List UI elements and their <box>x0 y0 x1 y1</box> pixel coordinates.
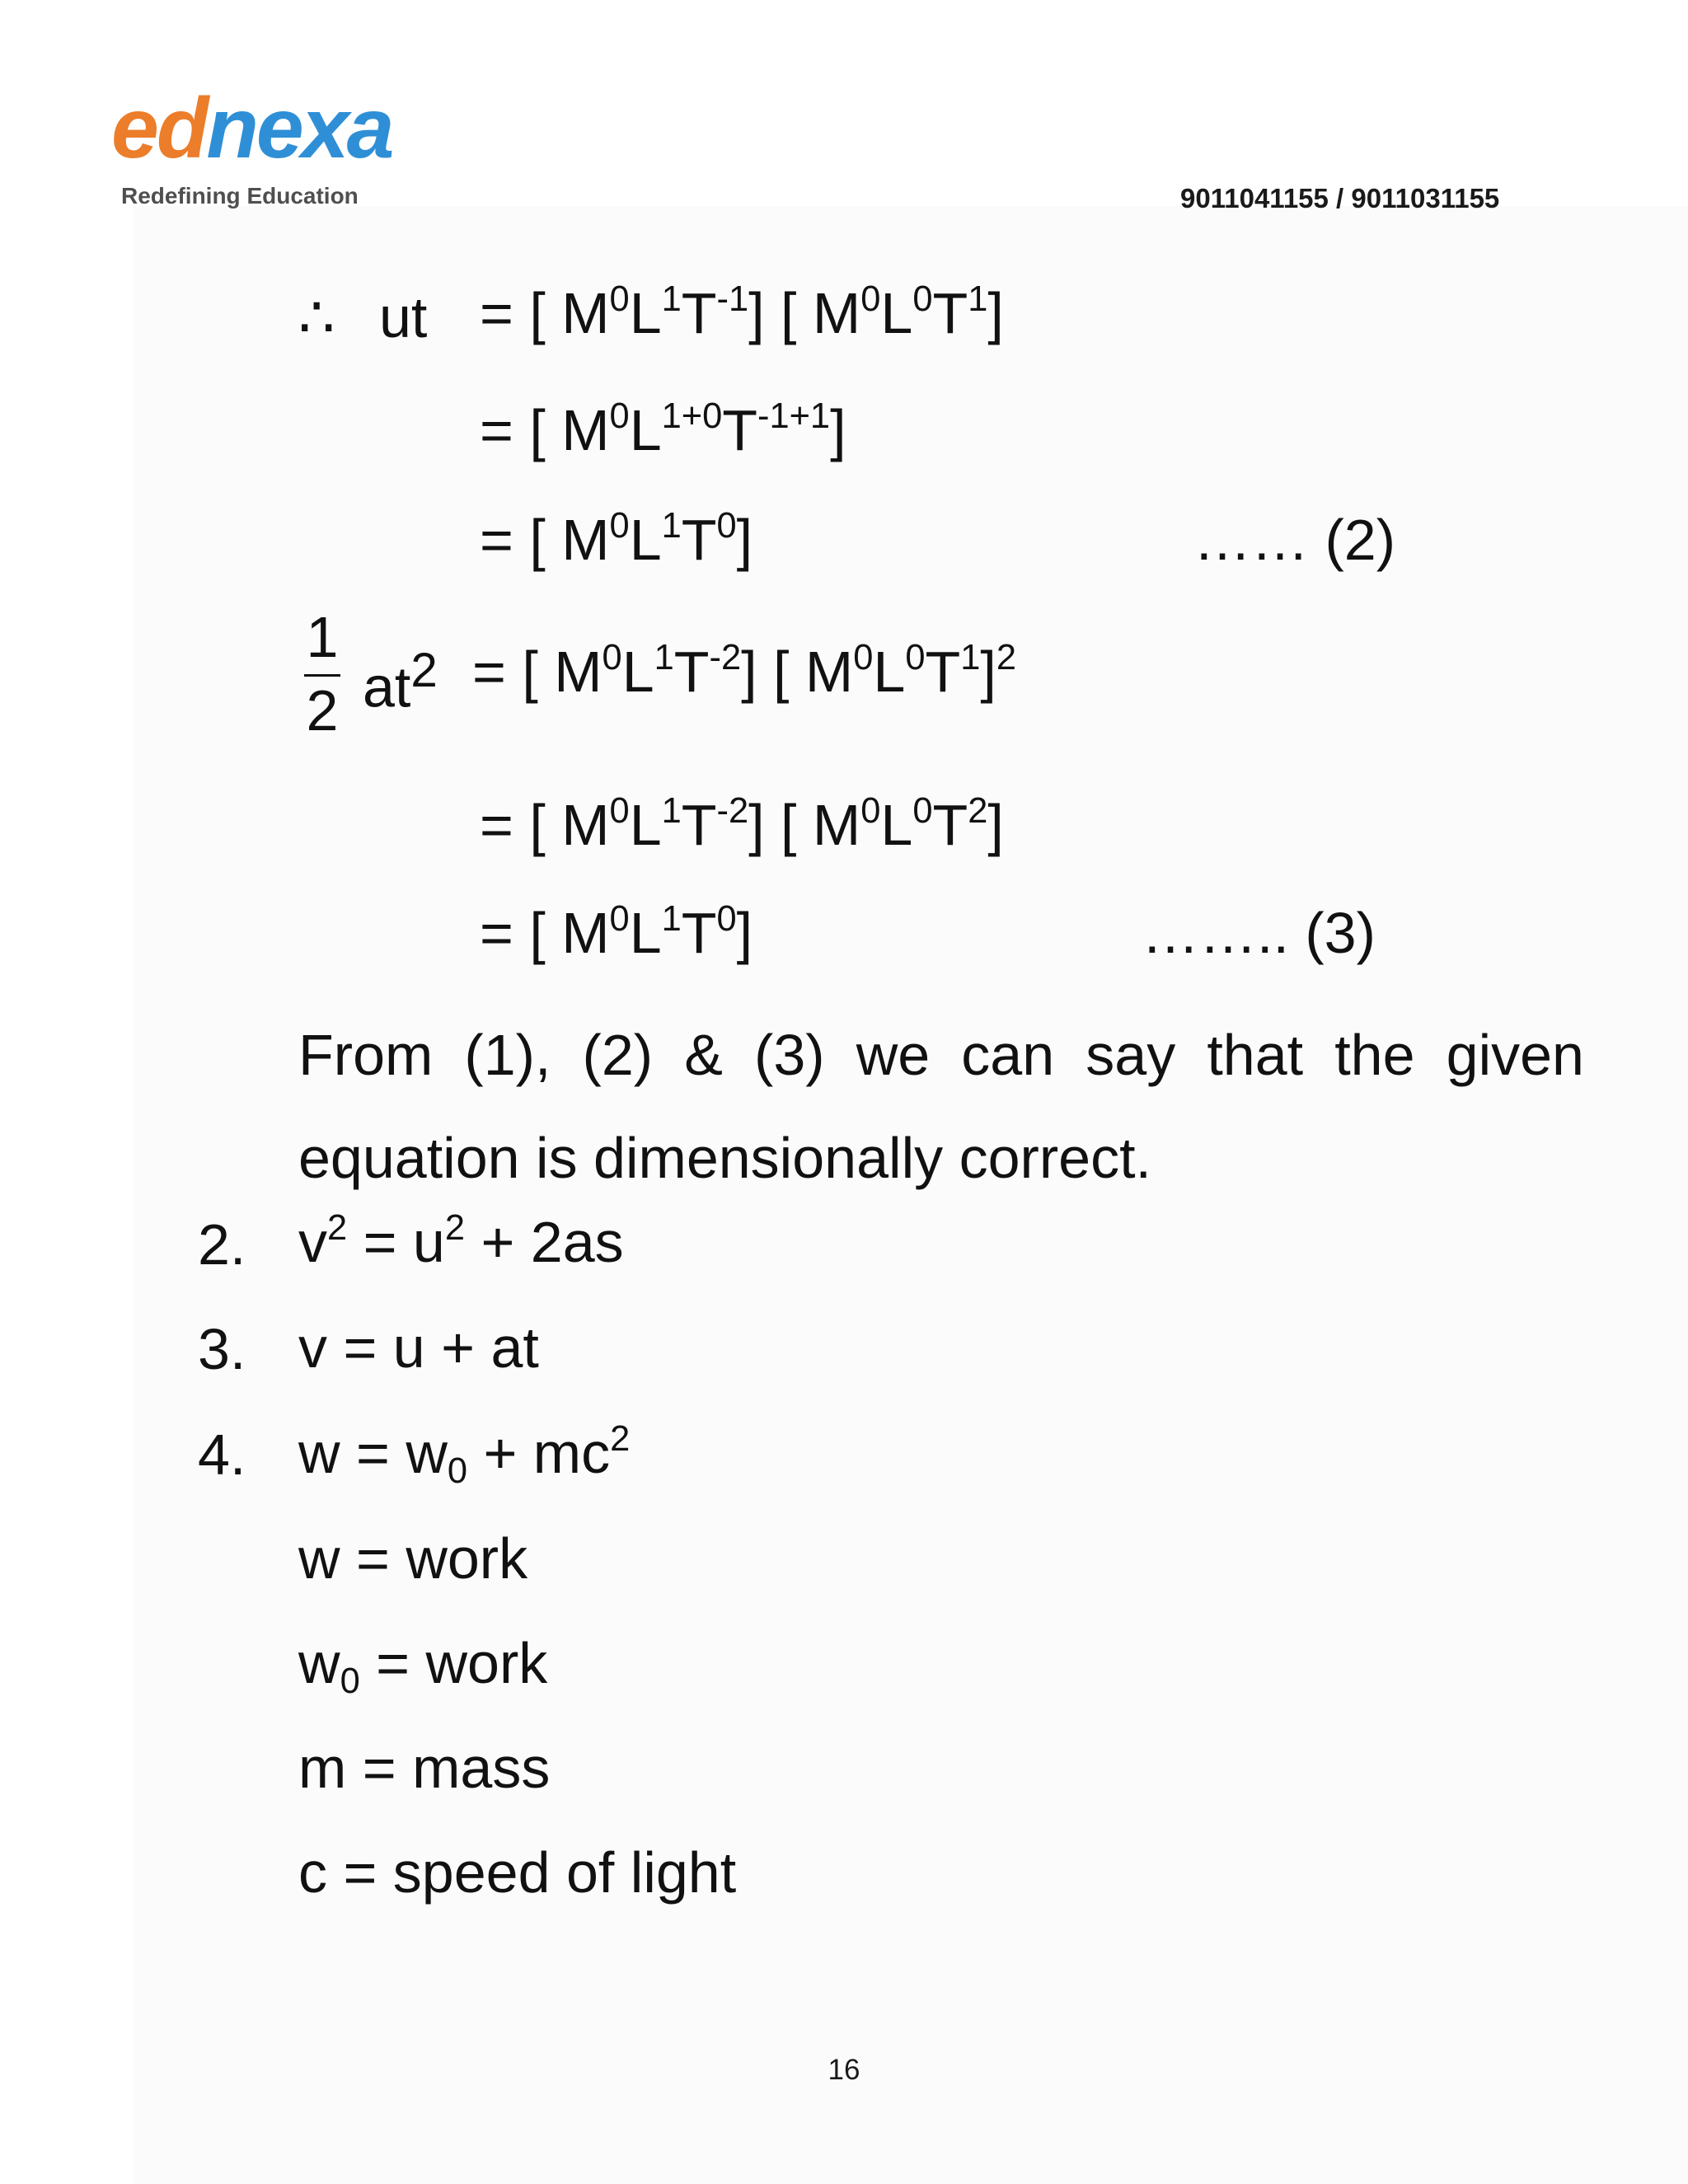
problem-equation: $v^2 = u^2 + 2as$ <box>298 1208 624 1274</box>
at-line-3: = [ $M^0L^1T^0$] <box>480 899 753 965</box>
ut-label: ut <box>379 285 428 349</box>
definition-line: w = work <box>298 1526 528 1591</box>
therefore-symbol: ∴ <box>298 285 335 349</box>
one-half-fraction <box>299 605 345 748</box>
equation-ref-3: …….. (3) <box>1142 901 1376 965</box>
logo-nexa-text: nexa <box>206 81 392 176</box>
logo-tagline: Redefining Education <box>121 183 359 209</box>
ednexa-logo <box>111 81 424 218</box>
definition-line: $w_0$ = work <box>298 1631 548 1702</box>
definition-line: m = mass <box>298 1736 551 1800</box>
logo-wordmark <box>111 80 392 178</box>
ut-line-1: = [ $M^0L^1T^{-1}$] [ $M^0L^0T^1$] <box>480 279 1004 345</box>
conclusion-paragraph: From (1), (2) & (3) we can say that the given equation is dimensionally correct. <box>298 1023 1584 1190</box>
at-line-2: = [ $M^0L^1T^{-2}$] [ $M^0L^0T^2$] <box>480 791 1004 857</box>
at-line-1: = [ $M^0L^1T^{-2}$] [ $M^0L^0T^1]^2$ <box>472 638 1016 704</box>
logo-ed-text: ed <box>111 81 207 176</box>
equation-ref-2: …… (2) <box>1193 508 1395 572</box>
page-number: 16 <box>828 2054 860 2086</box>
definition-line: c = speed of light <box>298 1840 737 1905</box>
at-squared-label: $at^2$ <box>363 644 438 719</box>
problem-equation: v = u + at <box>298 1315 539 1380</box>
fraction-numerator: 1 <box>306 605 339 669</box>
phone-numbers: 9011041155 / 9011031155 <box>1180 183 1500 213</box>
ut-line-2: = [ $M^0L^{1+0}T^{-1+1}$] <box>480 396 846 462</box>
problem-equation: $w = w_0 + mc^2$ <box>298 1419 631 1492</box>
problem-number: 3. <box>198 1317 246 1381</box>
fraction-denominator: 2 <box>306 678 339 743</box>
problem-number: 4. <box>198 1422 246 1487</box>
problem-number: 2. <box>198 1212 246 1277</box>
ut-line-3: = [ $M^0L^1T^0$] <box>480 506 753 572</box>
